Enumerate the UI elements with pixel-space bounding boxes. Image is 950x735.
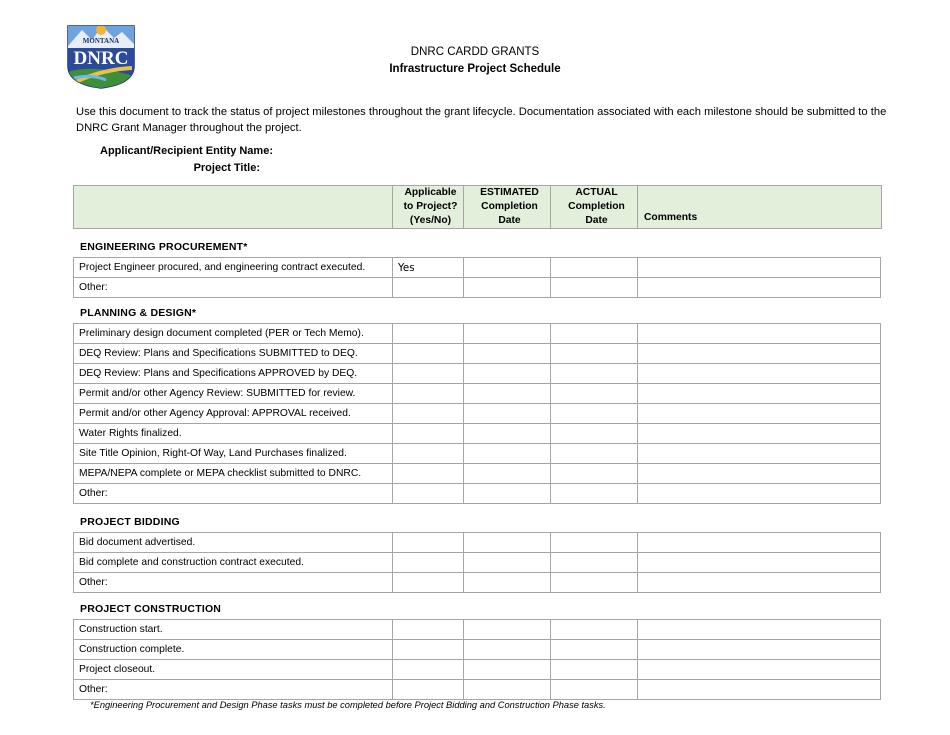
- comments-cell[interactable]: [638, 464, 881, 484]
- engineering-table: [73, 257, 881, 298]
- actual-date-cell[interactable]: [551, 278, 638, 298]
- task-cell: Preliminary design document completed (PER or Tech Memo).: [74, 324, 393, 344]
- applicable-cell[interactable]: [393, 553, 464, 573]
- comments-cell[interactable]: [638, 680, 881, 700]
- actual-date-cell[interactable]: [551, 404, 638, 424]
- actual-date-cell[interactable]: [551, 344, 638, 364]
- header-applicable-line: to Project?: [403, 201, 458, 212]
- table-row: [74, 278, 881, 298]
- header-applicable: [393, 186, 464, 229]
- comments-cell[interactable]: [638, 424, 881, 444]
- comments-cell[interactable]: [638, 344, 881, 364]
- table-row: [74, 660, 881, 680]
- task-cell: Project Engineer procured, and engineering contract executed.: [74, 258, 393, 278]
- estimated-date-cell[interactable]: [464, 424, 551, 444]
- logo-state-text: MONTANA: [82, 37, 120, 45]
- table-row: [74, 553, 881, 573]
- estimated-date-cell[interactable]: [464, 640, 551, 660]
- doc-title-line2: Infrastructure Project Schedule: [389, 63, 561, 75]
- table-row: [74, 573, 881, 593]
- applicable-cell[interactable]: [393, 404, 464, 424]
- comments-cell[interactable]: [638, 620, 881, 640]
- applicable-cell[interactable]: [393, 384, 464, 404]
- comments-cell[interactable]: [638, 258, 881, 278]
- header-comments: Comments: [638, 186, 882, 229]
- comments-cell[interactable]: [638, 533, 881, 553]
- entity-name-label: Applicant/Recipient Entity Name:: [100, 145, 273, 157]
- comments-cell[interactable]: [638, 278, 881, 298]
- estimated-date-cell[interactable]: [464, 384, 551, 404]
- comments-cell[interactable]: [638, 444, 881, 464]
- actual-date-cell[interactable]: [551, 640, 638, 660]
- footnote: *Engineering Procurement and Design Phase tasks must be completed before Project Bidding and Construction Phase tasks.: [90, 700, 606, 710]
- table-row: [74, 533, 881, 553]
- estimated-date-cell[interactable]: [464, 364, 551, 384]
- task-cell: MEPA/NEPA complete or MEPA checklist submitted to DNRC.: [74, 464, 393, 484]
- header-actual-line: ACTUAL: [575, 187, 618, 198]
- table-row: [74, 364, 881, 384]
- table-row: [74, 404, 881, 424]
- table-row: [74, 384, 881, 404]
- actual-date-cell[interactable]: [551, 620, 638, 640]
- actual-date-cell[interactable]: [551, 444, 638, 464]
- estimated-date-cell[interactable]: [464, 660, 551, 680]
- task-cell: Other:: [74, 278, 393, 298]
- actual-date-cell[interactable]: [551, 533, 638, 553]
- actual-date-cell[interactable]: [551, 364, 638, 384]
- estimated-date-cell[interactable]: [464, 404, 551, 424]
- doc-title-line1: DNRC CARDD GRANTS: [410, 46, 540, 58]
- header-actual: [551, 186, 638, 229]
- applicable-cell[interactable]: [393, 464, 464, 484]
- applicable-cell[interactable]: [393, 660, 464, 680]
- table-row: [74, 484, 881, 504]
- comments-cell[interactable]: [638, 660, 881, 680]
- header-actual-line: Completion: [568, 201, 625, 212]
- table-row: [74, 680, 881, 700]
- task-cell: Site Title Opinion, Right-Of Way, Land Purchases finalized.: [74, 444, 393, 464]
- comments-cell[interactable]: [638, 640, 881, 660]
- actual-date-cell[interactable]: [551, 464, 638, 484]
- estimated-date-cell[interactable]: [464, 553, 551, 573]
- task-cell: Permit and/or other Agency Approval: APPROVAL received.: [74, 404, 393, 424]
- actual-date-cell[interactable]: [551, 660, 638, 680]
- comments-cell[interactable]: [638, 384, 881, 404]
- estimated-date-cell[interactable]: [464, 620, 551, 640]
- task-cell: Bid document advertised.: [74, 533, 393, 553]
- actual-date-cell[interactable]: [551, 258, 638, 278]
- estimated-date-cell[interactable]: [464, 464, 551, 484]
- comments-cell[interactable]: [638, 404, 881, 424]
- estimated-date-cell[interactable]: [464, 258, 551, 278]
- table-row: [74, 424, 881, 444]
- applicable-cell[interactable]: [393, 424, 464, 444]
- task-cell: Water Rights finalized.: [74, 424, 393, 444]
- applicable-cell[interactable]: [393, 680, 464, 700]
- applicable-cell[interactable]: [393, 640, 464, 660]
- section-title-planning: PLANNING & DESIGN*: [80, 307, 197, 319]
- applicable-cell[interactable]: [393, 324, 464, 344]
- logo-agency-text: DNRC: [73, 48, 129, 69]
- task-cell: Project closeout.: [74, 660, 393, 680]
- table-row: [74, 324, 881, 344]
- table-row: [74, 258, 881, 278]
- section-title-engineering: ENGINEERING PROCUREMENT*: [80, 241, 248, 253]
- comments-cell[interactable]: [638, 324, 881, 344]
- comments-cell[interactable]: [638, 553, 881, 573]
- comments-cell[interactable]: [638, 573, 881, 593]
- estimated-date-cell[interactable]: [464, 344, 551, 364]
- header-estimated-line: Date: [498, 215, 521, 226]
- comments-cell[interactable]: [638, 364, 881, 384]
- actual-date-cell[interactable]: [551, 424, 638, 444]
- header-estimated-line: Completion: [481, 201, 538, 212]
- table-row: [74, 444, 881, 464]
- task-cell: Other:: [74, 484, 393, 504]
- actual-date-cell[interactable]: [551, 553, 638, 573]
- applicable-cell[interactable]: Yes: [393, 258, 464, 278]
- header-estimated: [464, 186, 551, 229]
- section-title-bidding: PROJECT BIDDING: [80, 516, 180, 528]
- actual-date-cell[interactable]: [551, 680, 638, 700]
- estimated-date-cell[interactable]: [464, 680, 551, 700]
- intro-paragraph: Use this document to track the status of project milestones throughout the grant lifecycle. Documentation associated with each milestone should be submitted to the DNRC Grant Manager throughout the project.: [76, 106, 887, 134]
- table-row: [74, 344, 881, 364]
- header-estimated-line: ESTIMATED: [480, 187, 539, 198]
- estimated-date-cell[interactable]: [464, 573, 551, 593]
- actual-date-cell[interactable]: [551, 324, 638, 344]
- applicable-cell[interactable]: [393, 484, 464, 504]
- applicable-cell[interactable]: [393, 620, 464, 640]
- task-cell: DEQ Review: Plans and Specifications SUBMITTED to DEQ.: [74, 344, 393, 364]
- task-cell: Other:: [74, 680, 393, 700]
- planning-table: [73, 323, 881, 504]
- actual-date-cell[interactable]: [551, 484, 638, 504]
- header-actual-line: Date: [585, 215, 608, 226]
- applicable-cell[interactable]: [393, 344, 464, 364]
- bidding-table: [73, 532, 881, 593]
- comments-cell[interactable]: [638, 484, 881, 504]
- header-applicable-line: Applicable: [404, 187, 457, 198]
- applicable-cell[interactable]: [393, 444, 464, 464]
- task-cell: Construction start.: [74, 620, 393, 640]
- estimated-date-cell[interactable]: [464, 324, 551, 344]
- estimated-date-cell[interactable]: [464, 533, 551, 553]
- applicable-cell[interactable]: [393, 278, 464, 298]
- actual-date-cell[interactable]: [551, 384, 638, 404]
- estimated-date-cell[interactable]: [464, 484, 551, 504]
- schedule-table-header: [73, 185, 882, 229]
- applicable-cell[interactable]: [393, 533, 464, 553]
- task-cell: Other:: [74, 573, 393, 593]
- estimated-date-cell[interactable]: [464, 444, 551, 464]
- task-cell: DEQ Review: Plans and Specifications APPROVED by DEQ.: [74, 364, 393, 384]
- task-cell: Construction complete.: [74, 640, 393, 660]
- applicable-cell[interactable]: [393, 364, 464, 384]
- table-row: [74, 620, 881, 640]
- table-row: [74, 640, 881, 660]
- header-task-cell: [74, 186, 393, 229]
- estimated-date-cell[interactable]: [464, 278, 551, 298]
- task-cell: Bid complete and construction contract executed.: [74, 553, 393, 573]
- table-row: [74, 464, 881, 484]
- construction-table: [73, 619, 881, 700]
- project-title-label: Project Title:: [193, 162, 260, 174]
- header-applicable-line: (Yes/No): [409, 215, 452, 226]
- actual-date-cell[interactable]: [551, 573, 638, 593]
- applicable-cell[interactable]: [393, 573, 464, 593]
- section-title-construction: PROJECT CONSTRUCTION: [80, 603, 222, 615]
- task-cell: Permit and/or other Agency Review: SUBMITTED for review.: [74, 384, 393, 404]
